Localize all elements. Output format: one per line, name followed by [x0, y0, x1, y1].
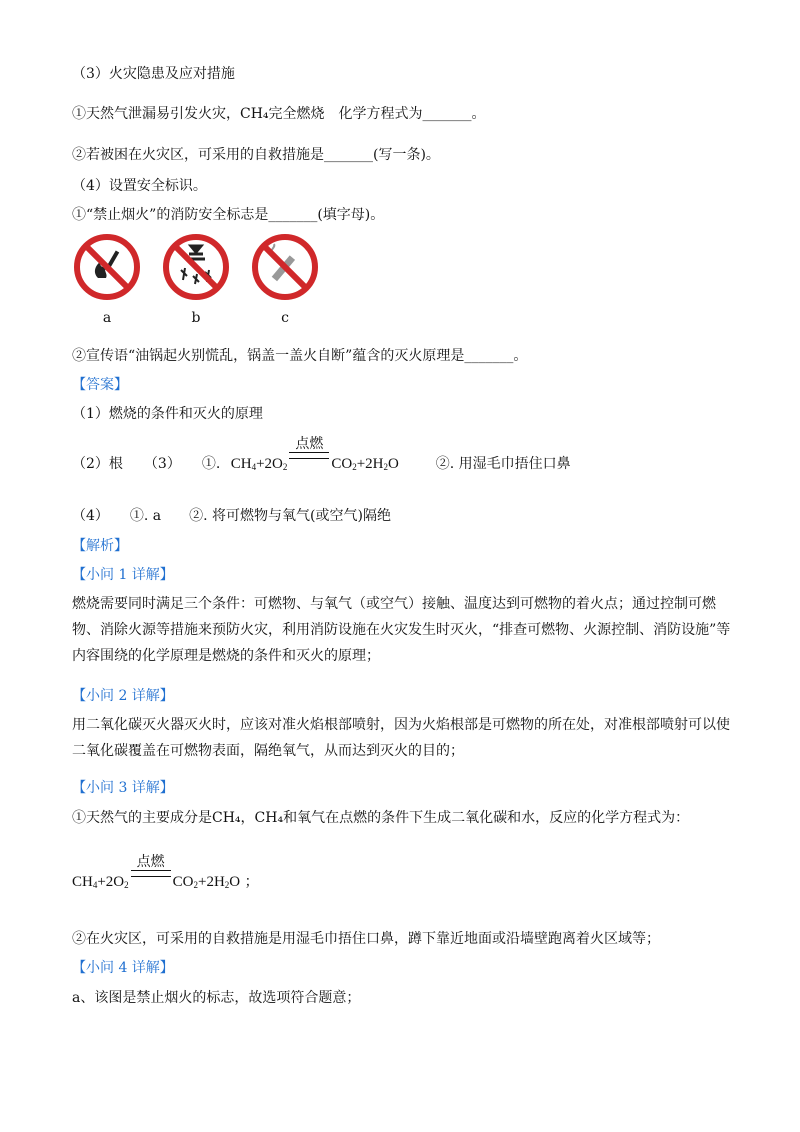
answer-4: （4） ①. a ②. 将可燃物与氧气(或空气)隔绝 — [72, 508, 391, 524]
answer-3-part2: ②. 用湿毛巾捂住口鼻 — [435, 456, 571, 472]
q3-part1: ①天然气泄漏易引发火灾，CH₄完全燃烧 化学方程式为_______。 — [72, 106, 486, 122]
answer-tag: 【答案】 — [72, 377, 128, 393]
combustion-equation: $CH_4+2O_2$ 点燃 $CO_2+2H_2O$ — [230, 436, 399, 472]
combustion-equation-analysis: $CH_4+2O_2$ 点燃 $CO_2+2H_2O$ — [72, 854, 241, 890]
sub-question-4-text: a、该图是禁止烟火的标志，故选项符合题意； — [72, 990, 361, 1006]
sub-question-4-tag: 【小问 4 详解】 — [72, 960, 174, 976]
sub-question-2-tag: 【小问 2 详解】 — [72, 688, 174, 704]
q4-part1: ①“禁止烟火”的消防安全标志是_______(填字母)。 — [72, 207, 385, 223]
analysis-tag: 【解析】 — [72, 538, 128, 554]
sub-question-2-text: 用二氧化碳灭火器灭火时，应该对准火焰根部喷射，因为火焰根部是可燃物的所在处，对准根部喷射可以使二氧化碳覆盖在可燃物表面，隔绝氧气，从而达到灭火的目的； — [72, 717, 730, 759]
sub-question-3-text2: ②在火灾区，可采用的自救措施是用湿毛巾捂住口鼻，蹲下靠近地面或沿墙壁跑离着火区域等； — [72, 931, 660, 947]
q3-title: （3）火灾隐患及应对措施 — [72, 66, 235, 82]
equation-semicolon: ； — [244, 874, 259, 890]
no-smoking-icon — [250, 232, 320, 302]
answer-1: （1）燃烧的条件和灭火的原理 — [72, 406, 263, 422]
no-fireworks-icon — [161, 232, 231, 302]
answer-2-prefix: （2）根 （3） ①. — [72, 456, 221, 472]
sub-question-3-text: ①天然气的主要成分是CH₄，CH₄和氧气在点燃的条件下生成二氧化碳和水，反应的化学方程式为： — [72, 810, 690, 826]
sub-question-3-tag: 【小问 3 详解】 — [72, 780, 174, 796]
answer-2-3-row — [72, 436, 571, 477]
sub-question-1-text: 燃烧需要同时满足三个条件：可燃物、与氧气（或空气）接触、温度达到可燃物的着火点；通过控制可燃物、消除火源等措施来预防火灾，利用消防设施在火灾发生时灭火，“排查可燃物、火源控制、消防设施”等内容围绕的化学原理是燃烧的条件和灭火的原理； — [72, 596, 731, 664]
no-fire-icon — [72, 232, 142, 302]
q3-part2: ②若被困在火灾区，可采用的自救措施是_______(写一条)。 — [72, 147, 440, 163]
q4-title: （4）设置安全标识。 — [72, 178, 207, 194]
analysis-equation-row — [72, 854, 259, 895]
q4-part2: ②宣传语“油锅起火别慌乱，锅盖一盖火自断”蕴含的灭火原理是_______。 — [72, 348, 528, 364]
sign-label-b: b — [191, 310, 201, 326]
sub-question-1-tag: 【小问 1 详解】 — [72, 567, 174, 583]
sign-label-c: c — [281, 310, 289, 326]
sign-label-a: a — [102, 310, 112, 326]
